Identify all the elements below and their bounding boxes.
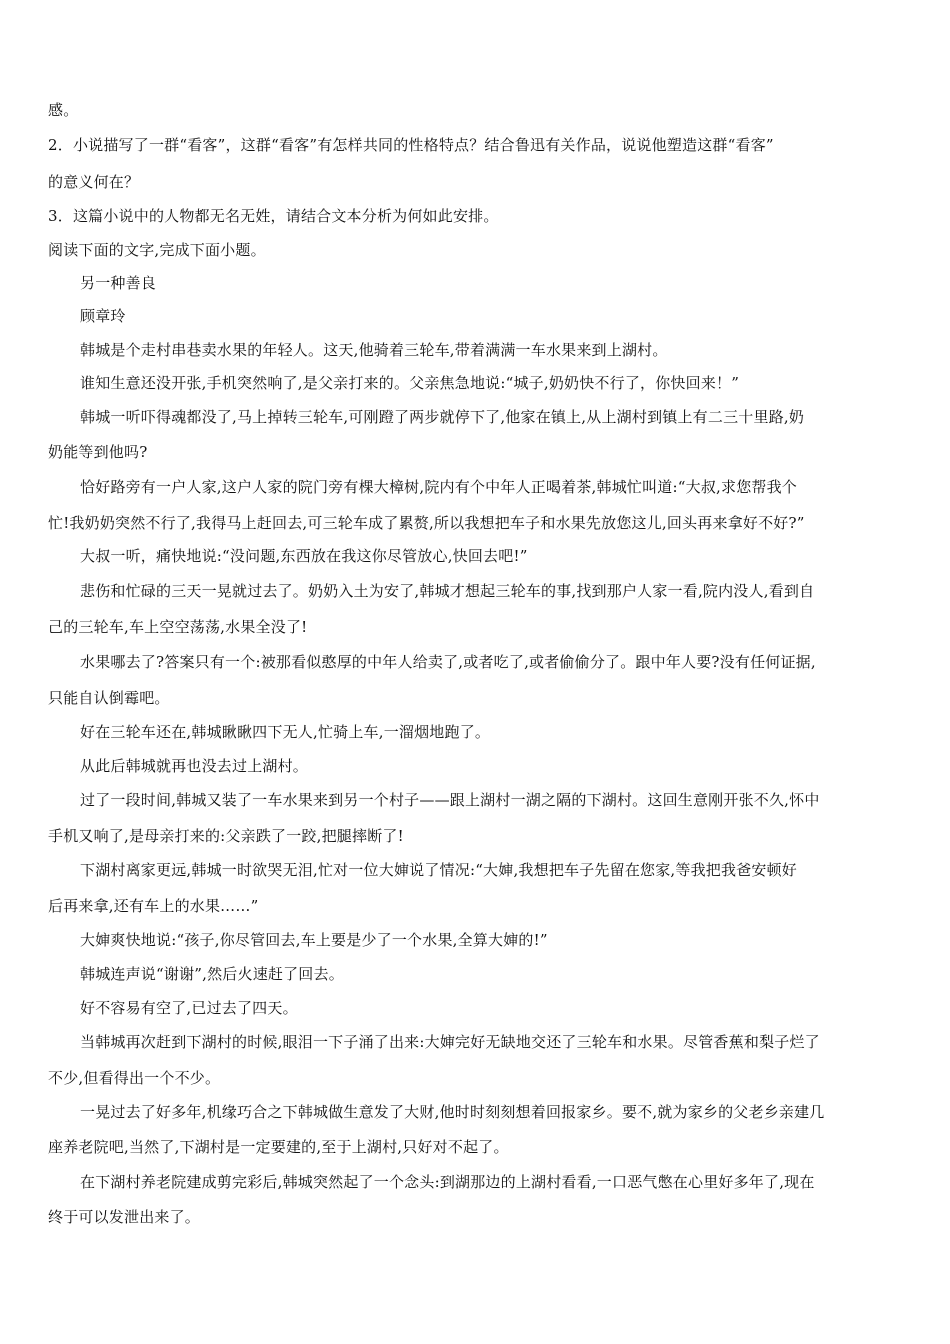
story-line: 谁知生意还没开张,手机突然响了,是父亲打来的。父亲焦急地说:“城子,奶奶快不行了，你快回来！”	[80, 374, 740, 392]
story-line: 座养老院吧,当然了,下湖村是一定要建的,至于上湖村,只好对不起了。	[48, 1138, 509, 1156]
story-line: 后再来拿,还有车上的水果……”	[48, 897, 259, 915]
story-line: 水果哪去了?答案只有一个:被那看似憨厚的中年人给卖了,或者吃了,或者偷偷分了。跟中年人要?没有任何证据,	[80, 653, 816, 671]
question-3: 3．这篇小说中的人物都无名无姓，请结合文本分析为何如此安排。	[48, 207, 499, 225]
story-line: 奶能等到他吗?	[48, 443, 148, 461]
story-line: 只能自认倒霉吧。	[48, 689, 170, 707]
story-line: 恰好路旁有一户人家,这户人家的院门旁有棵大樟树,院内有个中年人正喝着茶,韩城忙叫道:“大叔,求您帮我个	[80, 478, 797, 496]
story-line: 从此后韩城就再也没去过上湖村。	[80, 757, 309, 775]
story-line: 韩城是个走村串巷卖水果的年轻人。这天,他骑着三轮车,带着满满一车水果来到上湖村。	[80, 341, 668, 359]
story-line: 悲伤和忙碌的三天一晃就过去了。奶奶入土为安了,韩城才想起三轮车的事,找到那户人家一看,院内没人,看到自	[80, 582, 815, 600]
story-line: 韩城一听吓得魂都没了,马上掉转三轮车,可刚蹬了两步就停下了,他家在镇上,从上湖村到镇上有二三十里路,奶	[80, 408, 805, 426]
story-line: 终于可以发泄出来了。	[48, 1208, 201, 1226]
story-line: 不少,但看得出一个不少。	[48, 1069, 221, 1087]
story-line: 己的三轮车,车上空空荡荡,水果全没了!	[48, 618, 308, 636]
story-line: 大婶爽快地说:“孩子,你尽管回去,车上要是少了一个水果,全算大婶的!”	[80, 931, 548, 949]
question-2-line-1: 2．小说描写了一群“看客”，这群“看客”有怎样共同的性格特点？结合鲁迅有关作品，说说他塑造这群“看客”	[48, 136, 774, 154]
story-author: 顾章玲	[80, 307, 126, 325]
story-line: 在下湖村养老院建成剪完彩后,韩城突然起了一个念头:到湖那边的上湖村看看,一口恶气憋在心里好多年了,现在	[80, 1173, 815, 1191]
question-1-tail: 感。	[48, 101, 79, 119]
story-line: 忙!我奶奶突然不行了,我得马上赶回去,可三轮车成了累赘,所以我想把车子和水果先放您这儿,回头再来拿好不好?”	[48, 514, 805, 532]
reading-instruction: 阅读下面的文字,完成下面小题。	[48, 241, 266, 259]
story-line: 手机又响了,是母亲打来的:父亲跌了一跤,把腿摔断了!	[48, 827, 404, 845]
story-line: 好在三轮车还在,韩城瞅瞅四下无人,忙骑上车,一溜烟地跑了。	[80, 723, 491, 741]
story-line: 大叔一听，痛快地说:“没问题,东西放在我这你尽管放心,快回去吧!”	[80, 547, 528, 565]
story-title: 另一种善良	[80, 274, 157, 292]
question-2-line-2: 的意义何在？	[48, 173, 140, 191]
story-line: 下湖村离家更远,韩城一时欲哭无泪,忙对一位大婶说了情况:“大婶,我想把车子先留在您家,等我把我爸安顿好	[80, 861, 797, 879]
story-line: 过了一段时间,韩城又装了一车水果来到另一个村子——跟上湖村一湖之隔的下湖村。这回生意刚开张不久,怀中	[80, 791, 820, 809]
story-line: 当韩城再次赶到下湖村的时候,眼泪一下子涌了出来:大婶完好无缺地交还了三轮车和水果。尽管香蕉和梨子烂了	[80, 1033, 820, 1051]
story-line: 一晃过去了好多年,机缘巧合之下韩城做生意发了大财,他时时刻刻想着回报家乡。要不,就为家乡的父老乡亲建几	[80, 1103, 825, 1121]
story-line: 韩城连声说“谢谢”,然后火速赶了回去。	[80, 965, 344, 983]
story-line: 好不容易有空了,已过去了四天。	[80, 999, 298, 1017]
